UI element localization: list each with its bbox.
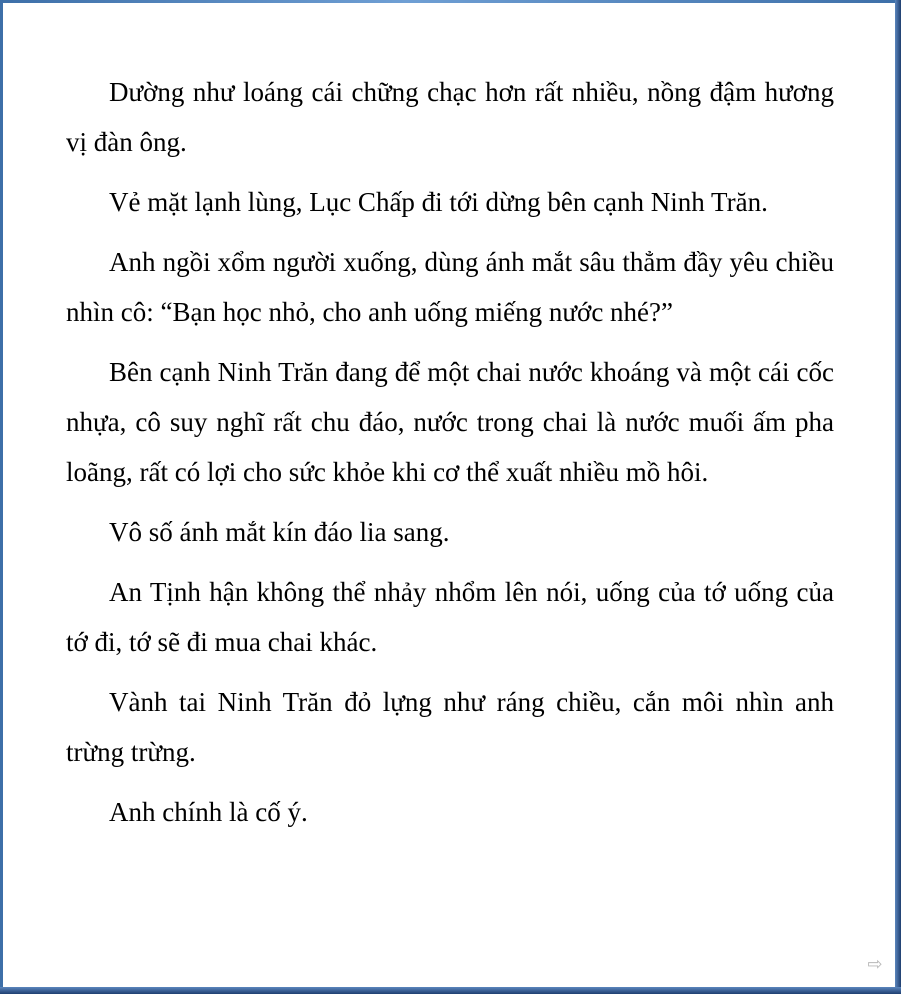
window-border-bottom <box>0 987 901 994</box>
paragraph-7: Vành tai Ninh Trăn đỏ lựng như ráng chiều, cắn môi nhìn anh trừng trừng. <box>66 687 834 767</box>
paragraph-1: Dường như loáng cái chững chạc hơn rất nhiều, nồng đậm hương vị đàn ông. <box>66 77 834 157</box>
paragraph-4: Bên cạnh Ninh Trăn đang để một chai nước khoáng và một cái cốc nhựa, cô suy nghĩ rất chu đáo, nước trong chai là nước muối ấm pha loãng, rất có lợi cho sức khỏe khi cơ thể xuất nhiều mồ hôi. <box>66 357 834 487</box>
document-page <box>66 67 834 847</box>
paragraph-8: Anh chính là cố ý. <box>109 797 308 827</box>
window-border-right <box>895 0 901 994</box>
paragraph-2: Vẻ mặt lạnh lùng, Lục Chấp đi tới dừng bên cạnh Ninh Trăn. <box>109 187 768 217</box>
window-border-top <box>0 0 901 3</box>
paragraph-3: Anh ngồi xổm người xuống, dùng ánh mắt sâu thẳm đầy yêu chiều nhìn cô: “Bạn học nhỏ, cho anh uống miếng nước nhé?” <box>66 247 834 327</box>
next-page-arrow-icon[interactable]: ⇨ <box>867 954 883 975</box>
paragraph-5: Vô số ánh mắt kín đáo lia sang. <box>109 517 450 547</box>
window-border-left <box>0 0 3 994</box>
paragraph-6: An Tịnh hận không thể nhảy nhổm lên nói, uống của tớ uống của tớ đi, tớ sẽ đi mua chai khác. <box>66 577 834 657</box>
